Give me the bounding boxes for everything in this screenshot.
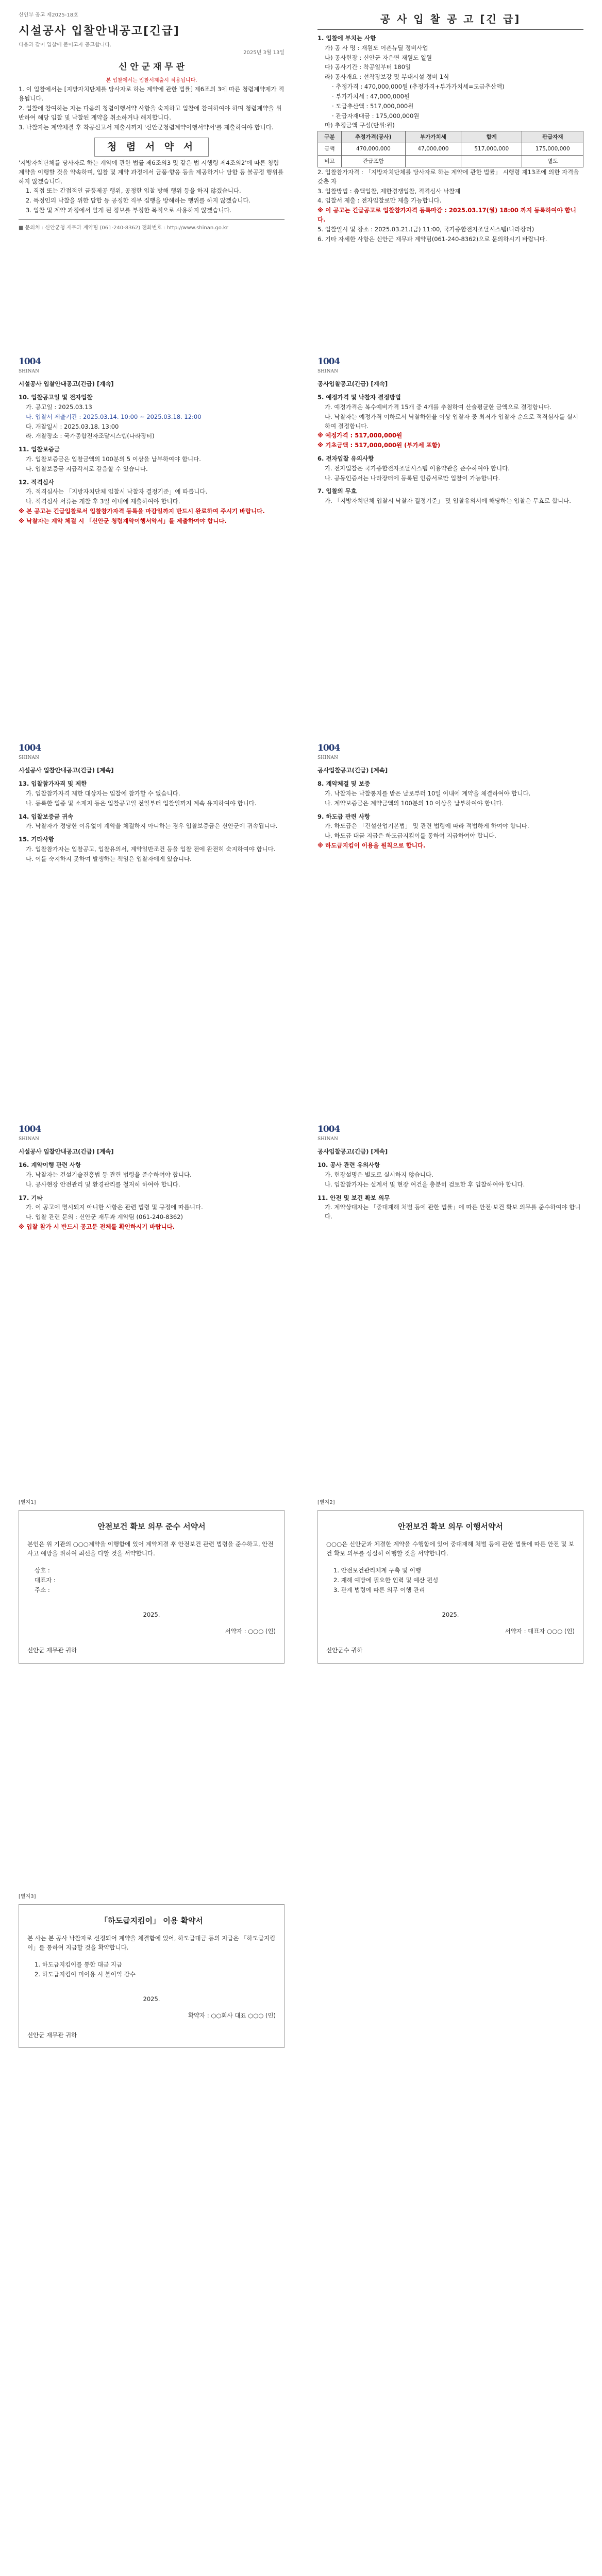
notice-title: 시설공사 입찰안내공고[긴급] [19, 24, 180, 38]
page-7 [9, 1115, 294, 1466]
page-2 [308, 4, 593, 334]
cost-item: · 추정가격 : 470,000,000원 (추정가격+부가가치세=도급추산액) [332, 83, 505, 91]
cost-item: · 부가가치세 : 47,000,000원 [332, 92, 410, 100]
table-row [318, 155, 583, 167]
list-item: 라) 공사개요 : 선착장보강 및 부대시설 정비 1식 [325, 73, 449, 81]
pledge-form [19, 1904, 285, 2048]
notice-number: 신인부 공고 제2025-18호 [19, 12, 78, 18]
table-header: 추정가격(공사) [341, 131, 405, 143]
table-cell: 517,000,000 [461, 143, 522, 155]
table-header: 부가가치세 [405, 131, 461, 143]
form-date: 2025. [143, 1611, 160, 1618]
list-item: 가. 예정가격은 복수예비가격 15개 중 4개를 추첨하여 산술평균한 금액으로 결정합니다. [325, 403, 551, 411]
section-heading: 11. 입찰보증금 [19, 446, 60, 453]
list-item: 나. 입찰서 제출기간 : 2025.03.14. 10:00 ~ 2025.03.18. 12:00 [26, 413, 202, 420]
pledge-title: 청 렴 서 약 서 [94, 138, 209, 157]
list-item: 가. 공고일 : 2025.03.13 [26, 403, 92, 411]
page-title: 시설공사 입찰안내공고(긴급) [계속] [19, 767, 114, 774]
table-cell: 관급포함 [341, 155, 405, 167]
section-heading: 11. 안전 및 보건 확보 의무 [317, 1194, 390, 1201]
form-signer: 확약자 : ○○회사 대표 ○○○ (인) [188, 2011, 276, 2019]
pledge-item: 2. 특정인의 낙찰을 위한 담합 등 공정한 직무 집행을 방해하는 행위를 하지 않겠습니다. [26, 197, 251, 205]
page-11 [9, 1886, 294, 2246]
form-field: 2. 하도급지킴이 미이용 시 불이익 감수 [35, 1971, 136, 1978]
table-cell: 별도 [522, 155, 583, 167]
list-item: 3. 입찰방법 : 총액입찰, 제한경쟁입찰, 적격심사 낙찰제 [317, 187, 461, 195]
paragraph: 2. 입찰에 참여하는 자는 다음의 청렴이행서약 사항을 숙지하고 입찰에 참여하여야 하며 청렴계약을 위반하여 해당 입찰 및 낙찰된 계약을 취소하거나 해지합니다. [19, 105, 282, 121]
logo: 1004 SHINAN [19, 743, 41, 761]
section-heading: 1. 입찰에 부치는 사항 [317, 35, 376, 42]
logo: 1004 SHINAN [19, 1124, 41, 1142]
form-label: [별지3] [19, 1894, 36, 1900]
list-item: 나. 하도급 대금 지급은 하도급지킴이를 통하여 지급하여야 합니다. [325, 832, 496, 840]
list-item: 가. 현장설명은 별도로 실시하지 않습니다. [325, 1171, 433, 1178]
section-heading: 14. 입찰보증금 귀속 [19, 812, 74, 820]
urgent-notice: ※ 하도급지킴이 이용을 원칙으로 합니다. [317, 841, 426, 849]
page-6 [308, 734, 593, 1095]
form-field: 2. 재해 예방에 필요한 인력 및 예산 편성 [333, 1577, 439, 1584]
form-signer: 서약자 : 대표자 ○○○ (인) [505, 1627, 575, 1635]
list-item: 6. 기타 자세한 사항은 신안군 재무과 계약팀(061-240-8362)으로 문의하시기 바랍니다. [317, 235, 547, 243]
form-signer: 서약자 : ○○○ (인) [225, 1627, 276, 1635]
pledge-text: '지방자치단체를 당사자로 하는 계약에 관한 법률 제6조의3 및 같은 법 시행령 제4조의2'에 따른 청렴계약을 이행할 것을 약속하며, 입찰 및 계약 과정에서 금품·향응 등을 제공하거나 담합 등 불공정 행위를 하지 않겠습니다. [19, 159, 283, 185]
logo: 1004 SHINAN [317, 743, 340, 761]
form-field: 1. 안전보건관리체계 구축 및 이행 [333, 1567, 422, 1574]
page-title: 공사입찰공고(긴급) [계속] [317, 1148, 388, 1156]
section-heading: 10. 공사 관련 유의사항 [317, 1161, 380, 1169]
urgent-notice: ※ 예정가격 : 517,000,000원 [317, 432, 403, 439]
list-item: 가. 입찰참가자격 제한 대상자는 입찰에 참가할 수 없습니다. [26, 789, 180, 797]
list-item: 나. 공동인증서는 나라장터에 등록된 인증서로만 입찰이 가능합니다. [325, 474, 500, 482]
logo: 1004 SHINAN [317, 1124, 340, 1142]
form-label: [별지2] [317, 1500, 335, 1505]
page-1 [9, 4, 294, 334]
list-item: 가. 이 공고에 명시되지 아니한 사항은 관련 법령 및 규정에 따릅니다. [26, 1204, 203, 1211]
section-heading: 7. 입찰의 무효 [317, 487, 357, 495]
form-field: 3. 관계 법령에 따른 의무 이행 관리 [333, 1586, 425, 1594]
pledge-form [19, 1510, 285, 1664]
list-item: 나. 계약보증금은 계약금액의 100분의 10 이상을 납부하여야 합니다. [325, 799, 504, 807]
form-body: 본 사는 본 공사 낙찰자로 선정되어 계약을 체결함에 있어, 하도급대금 등의 지급은 「하도급지킴이」를 통하여 지급할 것을 확약합니다. [27, 1934, 276, 1951]
list-item: 2. 입찰참가자격 : 「지방자치단체를 당사자로 하는 계약에 관한 법률」 시행령 제13조에 의한 자격을 갖춘 자 [317, 168, 579, 185]
list-item: 다. 개찰일시 : 2025.03.18. 13:00 [26, 422, 119, 430]
notice-subtitle: 본 입찰에서는 입찰서제출시 적용됩니다. [106, 77, 197, 83]
list-item: 나) 공사현장 : 신안군 자은면 재원도 일원 [325, 54, 432, 61]
list-item: 가. 입찰참가자는 입찰공고, 입찰유의서, 계약일반조건 등을 입찰 전에 완전히 숙지하여야 합니다. [26, 845, 276, 853]
form-label: [별지1] [19, 1500, 36, 1505]
form-date: 2025. [442, 1611, 459, 1618]
urgent-notice: ※ 입찰 참가 시 반드시 공고문 전체를 확인하시기 바랍니다. [19, 1223, 175, 1230]
cost-item: · 관급자재대금 : 175,000,000원 [332, 112, 420, 120]
section-heading: 13. 입찰참가자격 및 제한 [19, 780, 87, 788]
list-item: 가) 공 사 명 : 재원도 어촌뉴딜 정비사업 [325, 44, 428, 52]
cost-table [317, 131, 583, 167]
form-field: 주소 : [35, 1586, 50, 1594]
contact-info: ■ 문의처 : 신안군청 재무과 계약팀 (061-240-8362) 전화번호 : http://www.shinan.go.kr [19, 225, 228, 231]
table-cell [461, 155, 522, 167]
table-cell: 금액 [318, 143, 342, 155]
form-field: 대표자 : [35, 1577, 56, 1584]
section-heading: 5. 예정가격 및 낙찰자 결정방법 [317, 394, 401, 401]
list-item: 나. 입찰 관련 문의 : 신안군 재무과 계약팀 (061-240-8362) [26, 1213, 183, 1221]
page-3 [9, 348, 294, 719]
table-header: 구분 [318, 131, 342, 143]
form-date: 2025. [143, 1995, 160, 2003]
urgent-notice: ※ 기초금액 : 517,000,000원 (부가세 포함) [317, 442, 441, 449]
table-caption: 마) 추정금액 구성(단위:원) [325, 122, 395, 129]
form-title: 안전보건 확보 의무 준수 서약서 [97, 1521, 206, 1531]
cost-item: · 도급추산액 : 517,000,000원 [332, 102, 414, 110]
list-item: 가. 적격심사는 「지방자치단체 입찰시 낙찰자 결정기준」에 따릅니다. [26, 488, 208, 496]
page-title: 시설공사 입찰안내공고(긴급) [계속] [19, 1148, 114, 1156]
section-heading: 15. 기타사항 [19, 836, 54, 843]
list-item: 가. 「지방자치단체 입찰시 낙찰자 결정기준」 및 입찰유의서에 해당하는 입찰은 무효로 합니다. [325, 497, 571, 505]
form-body: 본인은 위 기관의 ○○○계약을 이행함에 있어 계약체결 후 안전보건 관련 법령을 준수하고, 안전사고 예방을 위하여 최선을 다할 것을 서약합니다. [27, 1540, 274, 1557]
urgent-notice: ※ 본 공고는 긴급입찰로서 입찰참가자격 등록을 마감일까지 반드시 완료하여 주시기 바랍니다. [19, 507, 265, 515]
table-cell [405, 155, 461, 167]
page-title: 시설공사 입찰안내공고(긴급) [계속] [19, 380, 114, 388]
list-item: 가. 하도급은 「건설산업기본법」 및 관련 법령에 따라 적법하게 하여야 합니다. [325, 822, 529, 830]
form-recipient: 신안군 재무관 귀하 [27, 2031, 77, 2039]
notice-date: 2025년 3월 13일 [243, 50, 285, 56]
pledge-item: 1. 직접 또는 간접적인 금품제공 행위, 공정한 입찰 방해 행위 등을 하지 않겠습니다. [26, 187, 241, 195]
section-heading: 6. 전자입찰 유의사항 [317, 454, 374, 462]
table-header: 합계 [461, 131, 522, 143]
page-title: 공 사 입 찰 공 고 [긴 급] [317, 11, 583, 30]
table-row [318, 143, 583, 155]
page-8 [308, 1115, 593, 1466]
divider [19, 219, 285, 220]
list-item: 가. 낙찰자는 건설기술진흥법 등 관련 법령을 준수하여야 합니다. [26, 1171, 192, 1178]
list-item: 가. 계약상대자는 「중대재해 처벌 등에 관한 법률」에 따른 안전·보건 확보 의무를 준수하여야 합니다. [325, 1204, 581, 1221]
table-cell: 비고 [318, 155, 342, 167]
notice-intro: 다음과 같이 입찰에 붙이고자 공고합니다. [19, 42, 112, 48]
section-heading: 10. 입찰공고일 및 전자입찰 [19, 394, 93, 401]
page-10 [308, 1492, 593, 1852]
issuer: 신 안 군 재 무 관 [118, 61, 185, 72]
section-heading: 12. 적격심사 [19, 478, 54, 486]
page-title: 공사입찰공고(긴급) [계속] [317, 767, 388, 774]
logo: 1004 SHINAN [19, 357, 41, 375]
table-cell: 175,000,000 [522, 143, 583, 155]
list-item: 나. 등록한 업종 및 소재지 등은 입찰공고일 전일부터 입찰일까지 계속 유지하여야 합니다. [26, 799, 257, 807]
section-heading: 17. 기타 [19, 1194, 43, 1201]
table-cell: 47,000,000 [405, 143, 461, 155]
list-item: 4. 입찰서 제출 : 전자입찰로만 제출 가능합니다. [317, 197, 442, 205]
list-item: 5. 입찰일시 및 장소 : 2025.03.21.(금) 11:00, 국가종합전자조달시스템(나라장터) [317, 225, 534, 233]
page-5 [9, 734, 294, 1095]
urgent-notice: ※ 이 공고는 긴급공고로 입찰참가자격 등록마감 : 2025.03.17(월) 18:00 까지 등록하여야 합니다. [317, 207, 576, 223]
table-header: 관급자재 [522, 131, 583, 143]
paragraph: 3. 낙찰자는 계약체결 후 착공신고서 제출시까지 '신안군청렴계약이행서약서'를 제출하여야 합니다. [19, 123, 274, 131]
paragraph: 1. 이 입찰에서는 [지방자치단체를 당사자로 하는 계약에 관한 법률] 제6조의 3에 따른 청렴계약제가 적용됩니다. [19, 86, 285, 103]
pledge-item: 3. 입찰 및 계약 과정에서 알게 된 정보를 부정한 목적으로 사용하지 않겠습니다. [26, 207, 232, 214]
page-9 [9, 1492, 294, 1852]
page-title: 공사입찰공고(긴급) [계속] [317, 380, 388, 388]
list-item: 나. 공사현장 안전관리 및 환경관리를 철저히 하여야 합니다. [26, 1180, 180, 1188]
list-item: 나. 입찰참가자는 설계서 및 현장 여건을 충분히 검토한 후 입찰하여야 합니다. [325, 1180, 525, 1188]
form-body: ○○○은 신안군과 체결한 계약을 수행함에 있어 중대재해 처벌 등에 관한 법률에 따른 안전 및 보건 확보 의무를 성실히 이행할 것을 서약합니다. [326, 1540, 575, 1557]
form-title: 「하도급지킴이」 이용 확약서 [100, 1916, 203, 1925]
section-heading: 16. 계약이행 관련 사항 [19, 1161, 81, 1169]
form-field: 1. 하도급지킴이를 통한 대금 지급 [35, 1961, 123, 1969]
logo: 1004 SHINAN [317, 357, 340, 375]
form-title: 안전보건 확보 의무 이행서약서 [397, 1521, 504, 1531]
list-item: 나. 낙찰자는 예정가격 이하로서 낙찰하한율 이상 입찰자 중 최저가 입찰자 순으로 적격심사를 실시하여 결정합니다. [325, 413, 578, 430]
section-heading: 8. 계약체결 및 보증 [317, 780, 371, 788]
list-item: 가. 낙찰자가 정당한 이유없이 계약을 체결하지 아니하는 경우 입찰보증금은 신안군에 귀속됩니다. [26, 822, 278, 830]
list-item: 나. 적격심사 서류는 개찰 후 3일 이내에 제출하여야 합니다. [26, 498, 180, 505]
form-recipient: 신안군수 귀하 [326, 1647, 363, 1654]
list-item: 가. 전자입찰은 국가종합전자조달시스템 이용약관을 준수하여야 합니다. [325, 464, 510, 472]
section-heading: 9. 하도급 관련 사항 [317, 812, 371, 820]
list-item: 가. 입찰보증금은 입찰금액의 100분의 5 이상을 납부하여야 합니다. [26, 455, 201, 463]
urgent-notice: ※ 낙찰자는 계약 체결 시 「신안군 청렴계약이행서약서」를 제출하여야 합니다. [19, 517, 227, 524]
form-recipient: 신안군 재무관 귀하 [27, 1647, 77, 1654]
form-field: 상호 : [35, 1567, 50, 1574]
list-item: 다) 공사기간 : 착공일부터 180일 [325, 63, 411, 71]
list-item: 라. 개찰장소 : 국가종합전자조달시스템(나라장터) [26, 432, 155, 440]
list-item: 나. 이를 숙지하지 못하여 발생하는 책임은 입찰자에게 있습니다. [26, 855, 192, 862]
page-4 [308, 348, 593, 719]
pledge-form [317, 1510, 583, 1664]
list-item: 가. 낙찰자는 낙찰통지를 받은 날로부터 10일 이내에 계약을 체결하여야 합니다. [325, 789, 531, 797]
list-item: 나. 입찰보증금 지급각서로 갈음할 수 있습니다. [26, 465, 148, 472]
table-cell: 470,000,000 [341, 143, 405, 155]
